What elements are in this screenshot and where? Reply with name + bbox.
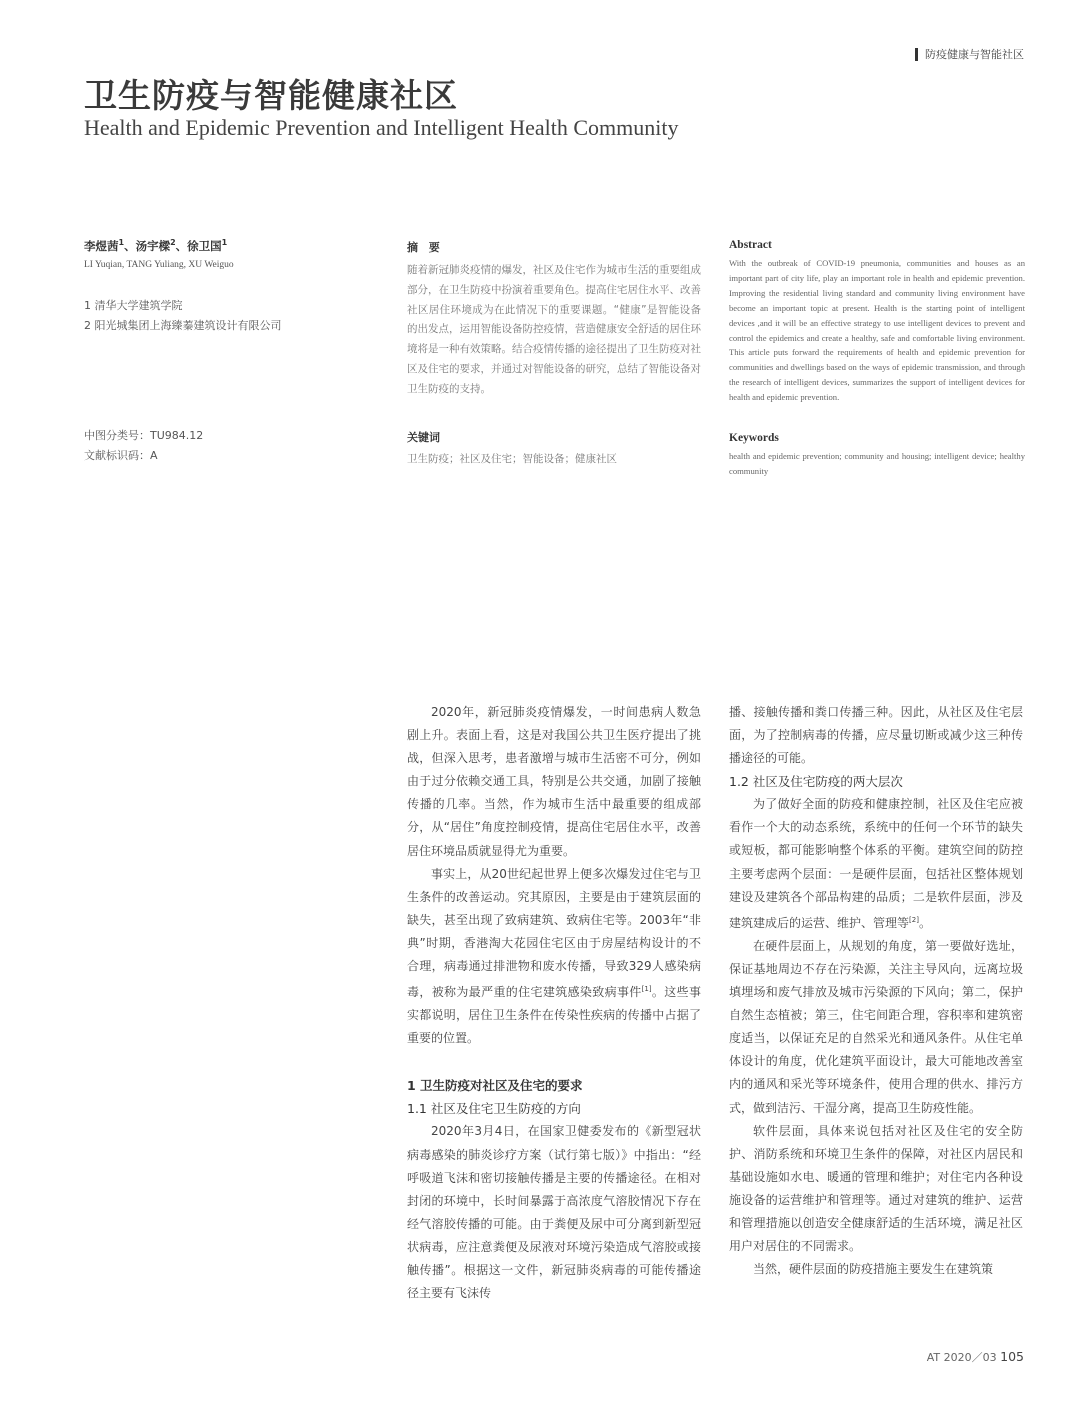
author-name: 汤宇樑 — [135, 239, 171, 253]
keywords-text: 卫生防疫；社区及住宅；智能设备；健康社区 — [407, 453, 617, 465]
abstract-chinese — [407, 239, 701, 400]
body-text: 为了做好全面的防疫和健康控制，社区及住宅应被看作一个大的动态系统，系统中的任何一个环节的缺失或短板，都可能影响整个体系的平衡。建筑空间的防控主要考虑两个层面：一是硬件层面，包括社区整体规划建设及建筑各个部品构建的品质；二是软件层面，涉及建筑建成后的运营、维护、管理等 — [729, 797, 1023, 930]
body-text: 。 — [918, 915, 931, 930]
keywords-chinese — [407, 429, 701, 466]
section-heading: 1 卫生防疫对社区及住宅的要求 — [407, 1078, 583, 1094]
keywords-text-en: health and epidemic prevention; community and housing; intelligent device; healthy community — [729, 451, 1025, 476]
body-text: 。这些事实都说明，居住卫生条件在传染性疾病的传播中占据了重要的位置。 — [407, 985, 701, 1046]
page-number: 105 — [1000, 1349, 1024, 1364]
title-chinese: 卫生防疫与智能健康社区 — [84, 76, 458, 115]
citation-ref[interactable]: [1] — [641, 985, 652, 994]
citation-ref[interactable]: [2] — [909, 915, 919, 924]
body-column-right — [729, 701, 1023, 1281]
author-name: 李煜茜 — [84, 239, 119, 253]
abstract-heading-en: Abstract — [729, 239, 772, 251]
journal-issue: AT 2020／03 — [926, 1351, 997, 1364]
body-paragraph: 2020年3月4日，在国家卫健委发布的《新型冠状病毒感染的肺炎诊疗方案（试行第七版）》中指出：“经呼吸道飞沫和密切接触传播是主要的传播途径。在相对封闭的环境中，长时间暴露于高浓度气溶胶情况下存在经气溶胶传播的可能。由于粪便及尿中可分离到新型冠状病毒，应注意粪便及尿液对环境污染造成气溶胶或接触传播”。根据这一文件，新冠肺炎病毒的可能传播途径主要有飞沫传 — [407, 1124, 701, 1301]
author-affil-mark: 1 — [118, 238, 125, 248]
affiliation-item: 2 阳光城集团上海臻蓁建筑设计有限公司 — [84, 319, 282, 332]
section-marker-bar — [915, 48, 918, 61]
abstract-heading: 摘 要 — [407, 242, 444, 254]
affiliation-item: 1 清华大学建筑学院 — [84, 299, 183, 312]
page-footer — [927, 1349, 1024, 1365]
author-name: 徐卫国 — [187, 239, 222, 253]
author-separator: 、 — [124, 239, 136, 253]
title-english: Health and Epidemic Prevention and Intelligent Health Community — [84, 115, 679, 140]
abstract-text-en: With the outbreak of COVID-19 pneumonia, communities and houses as an important part of city life, play an important role in health and epidemic prevention. Improving the residential living standard and community living environment have become an important topic at present. Health is the starting point of intelligent devices ,and it will be an effective strategy to use intelligent devices to prevent and control the epidemics and create a healthy, safe and comfortable living environment. This article puts forward the requirements of health and epidemic prevention for communities and dwellings based on the ways of epidemic transmission, and through the research of intelligent devices, summarizes the support of intelligent devices for health and epidemic prevention. — [729, 258, 1025, 403]
affiliations — [84, 296, 282, 336]
clc-number: 中图分类号：TU984.12 — [84, 429, 204, 442]
keywords-heading: 关键词 — [407, 432, 440, 444]
body-paragraph: 软件层面，具体来说包括对社区及住宅的安全防护、消防系统和环境卫生条件的保障，对社区内居民和基础设施如水电、暖通的管理和维护；对住宅内各种设施设备的运营维护和管理等。通过对建筑的维护、运营和管理措施以创造安全健康舒适的生活环境，满足社区用户对居住的不同需求。 — [729, 1123, 1023, 1254]
author-separator: 、 — [175, 239, 188, 253]
classification-info — [84, 426, 203, 466]
section-label: 防疫健康与智能社区 — [925, 48, 1024, 61]
authors-english: LI Yuqian, TANG Yuliang, XU Weiguo — [84, 260, 234, 270]
keywords-heading-en: Keywords — [729, 432, 779, 444]
body-paragraph — [407, 863, 701, 1051]
abstract-english — [729, 239, 1025, 405]
section-header — [915, 46, 1024, 62]
body-paragraph: 播、接触传播和粪口传播三种。因此，从社区及住宅层面，为了控制病毒的传播，应尽量切断或减少这三种传播途径的可能。 — [729, 705, 1023, 766]
body-paragraph — [729, 793, 1023, 935]
subsection-heading: 1.2 社区及住宅防疫的两大层次 — [729, 774, 903, 790]
body-paragraph: 当然，硬件层面的防疫措施主要发生在建筑策 — [753, 1262, 994, 1277]
author-affil-mark: 2 — [170, 238, 176, 248]
author-affil-mark: 1 — [221, 238, 228, 248]
author-block — [84, 238, 384, 270]
authors-chinese — [84, 238, 384, 254]
body-paragraph: 2020年，新冠肺炎疫情爆发，一时间患病人数急剧上升。表面上看，这是对我国公共卫生医疗提出了挑战，但深入思考，患者激增与城市生活密不可分，例如由于过分依赖交通工具，特别是公共交通，加剧了接触传播的几率。当然，作为城市生活中最重要的组成部分，从“居住”角度控制疫情，提高住宅居住水平，改善居住环境品质就显得尤为重要。 — [407, 705, 701, 858]
body-paragraph: 在硬件层面上，从规划的角度，第一要做好选址，保证基地周边不存在污染源，关注主导风向，远离垃圾填埋场和废气排放及城市污染源的下风向；第二，保护自然生态植被；第三，住宅间距合理，容积率和建筑密度适当，以保证充足的自然采光和通风条件。从住宅单体设计的角度，优化建筑平面设计，最大可能地改善室内的通风和采光等环境条件，使用合理的供水、排污方式，做到洁污、干湿分离，提高卫生防疫性能。 — [729, 938, 1023, 1115]
subsection-heading: 1.1 社区及住宅卫生防疫的方向 — [407, 1101, 581, 1117]
body-text: 事实上，从20世纪起世界上便多次爆发过住宅与卫生条件的改善运动。究其原因，主要是由于建筑层面的缺失，甚至出现了致病建筑、致病住宅等。2003年“非典”时期，香港淘大花园住宅区由于房屋结构设计的不合理，病毒通过排泄物和废水传播，导致329人感染病毒，被称为最严重的住宅建筑感染致病事件 — [407, 866, 701, 1000]
keywords-english — [729, 432, 1025, 479]
document-code: 文献标识码：A — [84, 449, 158, 462]
abstract-text: 随着新冠肺炎疫情的爆发，社区及住宅作为城市生活的重要组成部分，在卫生防疫中扮演着重要角色。提高住宅居住水平、改善社区居住环境成为在此情况下的重要课题。“健康”是智能设备的出发点，运用智能设备防控疫情，营造健康安全舒适的居住环境将是一种有效策略。结合疫情传播的途径提出了卫生防疫对社区及住宅的要求，并通过对智能设备的研究，总结了智能设备对卫生防疫的支持。 — [407, 264, 701, 395]
body-column-left — [407, 701, 701, 1305]
